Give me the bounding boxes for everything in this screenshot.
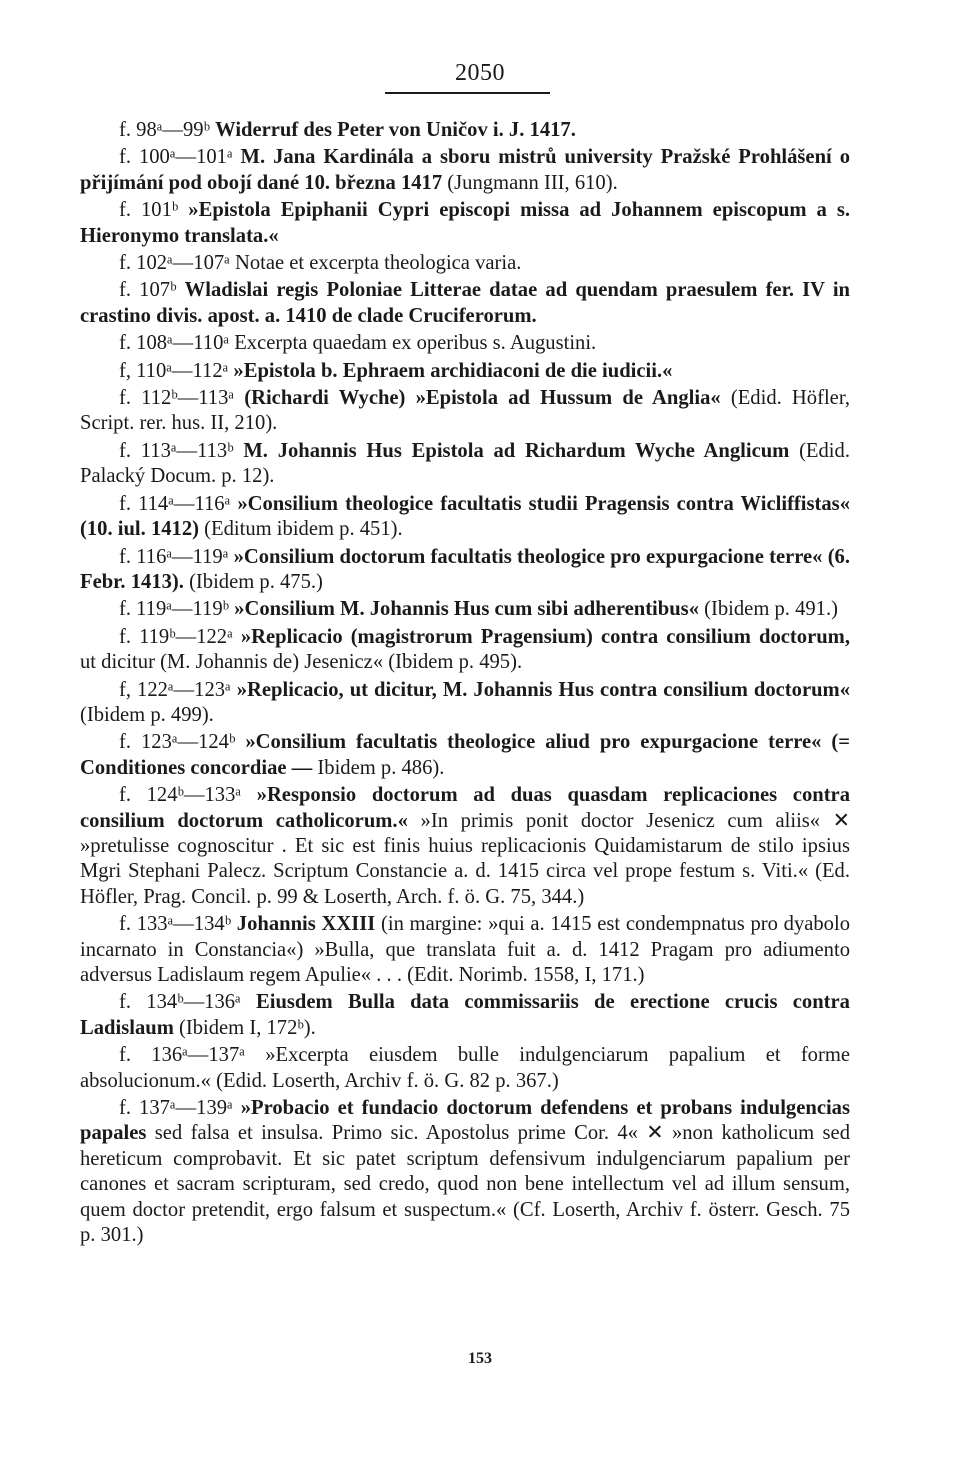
entry-note: »Excerpta eiusdem bulle indulgenciarum papalium et forme absolucionum.« (Edid. Loserth, Archiv f. ö. G. 82 p. 367.) bbox=[80, 1044, 850, 1092]
entry-title: »Probacio et fundacio doctorum defendens et probans indulgencias papales bbox=[80, 1097, 850, 1145]
folio-reference: f. 134ᵇ—136ᵃ bbox=[119, 991, 241, 1014]
catalog-entry bbox=[80, 145, 850, 196]
catalog-entry bbox=[80, 1096, 850, 1248]
catalog-entry bbox=[80, 278, 850, 329]
entry-note: (Ibidem I, 172ᵇ). bbox=[179, 1016, 316, 1039]
catalog-entry bbox=[80, 359, 850, 384]
entry-note: (Edid. Höfler, Script. rer. hus. II, 210). bbox=[80, 387, 851, 435]
catalog-entry bbox=[80, 1043, 850, 1094]
entry-title: »Consilium facultatis theologice aliud pro expurgacione terre« (= Conditiones concordiae — bbox=[80, 731, 850, 779]
entry-title: Eiusdem Bulla data commissariis de erectione crucis contra Ladislaum bbox=[80, 991, 850, 1039]
catalog-entry bbox=[80, 386, 850, 437]
entry-note: Excerpta quaedam ex operibus s. Augustini. bbox=[234, 332, 597, 355]
folio-reference: f. 136ᵃ—137ᵃ bbox=[119, 1044, 245, 1067]
entry-note: sed falsa et insulsa. Primo sic. Apostolus prime Cor. 4« ✕ »non katholicum sed hereticum comprobavit. Et sic patet scriptum defensivum indulgenciarum papalium per canones et sacram scripturam, sed credo, quod non bene intellectum vel ad illum sensum, quem doctor pretendit, ergo falsum et suspectum.« (Cf. Loserth, Archiv f. österr. Gesch. 75 p. 301.) bbox=[80, 1122, 850, 1247]
catalog-entry bbox=[80, 492, 850, 543]
entry-title: (Richardi Wyche) »Epistola ad Hussum de Anglia« bbox=[244, 387, 721, 410]
folio-reference: f. 112ᵇ—113ᵃ bbox=[119, 387, 235, 410]
catalog-entry bbox=[80, 625, 850, 676]
entry-title: »Responsio doctorum ad duas quasdam replicaciones contra consilium doctorum catholicorum.« bbox=[80, 784, 850, 832]
entry-title: Johannis XXIII bbox=[236, 913, 376, 936]
entry-note: Ibidem p. 486). bbox=[317, 756, 445, 779]
catalog-entry bbox=[80, 990, 850, 1041]
catalog-entry bbox=[80, 439, 850, 490]
folio-reference: f. 100ᵃ—101ᵃ bbox=[119, 146, 233, 169]
catalog-entry bbox=[80, 545, 850, 596]
entry-title: »Replicacio, ut dicitur, M. Johannis Hus contra consilium doctorum« bbox=[236, 678, 850, 701]
catalog-entry bbox=[80, 678, 850, 729]
folio-reference: f. 108ᵃ—110ᵃ bbox=[119, 332, 230, 355]
entry-note: (Ibidem p. 499). bbox=[80, 703, 214, 726]
catalog-entry bbox=[80, 730, 850, 781]
entry-title: M. Jana Kardinála a sboru mistrů university Pražské Prohlášení o přijímání pod obojí dané 10. března 1417 bbox=[80, 146, 850, 194]
folio-reference: f. 98ᵃ—99ᵇ bbox=[119, 119, 210, 141]
entry-note: Notae et excerpta theologica varia. bbox=[234, 252, 522, 275]
folio-reference: f. 119ᵇ—122ᵃ bbox=[119, 625, 233, 648]
entry-note: (Editum ibidem p. 451). bbox=[204, 518, 403, 541]
catalog-entries bbox=[80, 118, 850, 1250]
folio-reference: f. 119ᵃ—119ᵇ bbox=[119, 598, 230, 621]
folio-reference: f. 113ᵃ—113ᵇ bbox=[119, 439, 234, 462]
folio-reference: f. 114ᵃ—116ᵃ bbox=[119, 492, 231, 515]
entry-title: »Epistola b. Ephraem archidiaconi de die iudicii.« bbox=[233, 359, 673, 382]
entry-title: »Replicacio (magistrorum Pragensium) contra consilium doctorum, bbox=[240, 625, 850, 648]
catalog-entry bbox=[80, 597, 850, 622]
entry-title: M. Johannis Hus Epistola ad Richardum Wyche Anglicum bbox=[243, 439, 790, 462]
folio-reference: f. 116ᵃ—119ᵃ bbox=[119, 545, 229, 568]
entry-title: »Consilium doctorum facultatis theologice pro expurgacione terre« (6. Febr. 1413). bbox=[80, 545, 850, 593]
catalog-entry bbox=[80, 198, 850, 249]
catalog-entry bbox=[80, 912, 850, 988]
entry-note: (Ibidem p. 491.) bbox=[704, 598, 838, 621]
entry-note: (Edid. Palacký Docum. p. 12). bbox=[80, 439, 850, 488]
folio-reference: f. 137ᵃ—139ᵃ bbox=[119, 1097, 233, 1120]
page-number-bottom: 153 bbox=[468, 1350, 492, 1367]
catalog-entry bbox=[80, 783, 850, 910]
folio-reference: f. 133ᵃ—134ᵇ bbox=[119, 913, 232, 936]
catalog-entry bbox=[80, 331, 850, 356]
entry-title: Wladislai regis Poloniae Litterae datae ad quendam praesulem fer. IV in crastino divis. apost. a. 1410 de clade Cruciferorum. bbox=[80, 279, 851, 327]
catalog-entry bbox=[80, 118, 850, 143]
folio-reference: f, 122ᵃ—123ᵃ bbox=[119, 678, 231, 701]
entry-note: »In primis ponit doctor Jesenicz cum aliis« ✕ »pretulisse cognoscitur . Et sic est finis huius replicacionis Quidamistarum de stilo ipsius Mgri Stephani Palecz. Scriptum Constancie a. d. 1415 circa vel prope festum s. Viti.« (Ed. Höfler, Prag. Concil. p. 99 & Loserth, Arch. f. ö. G. 75, 344.) bbox=[80, 809, 851, 908]
folio-reference: f, 110ᵃ—112ᵃ bbox=[119, 359, 229, 382]
entry-title: Widerruf des Peter von Uničov i. J. 1417. bbox=[215, 119, 576, 141]
folio-reference: f. 124ᵇ—133ᵃ bbox=[119, 784, 242, 807]
entry-title: »Consilium M. Johannis Hus cum sibi adherentibus« bbox=[234, 598, 699, 621]
entry-note: (Ibidem p. 475.) bbox=[189, 570, 323, 593]
page-number-top: 2050 bbox=[455, 60, 505, 86]
folio-reference: f. 107ᵇ bbox=[119, 279, 177, 302]
folio-reference: f. 123ᵃ—124ᵇ bbox=[119, 731, 236, 754]
folio-reference: f. 102ᵃ—107ᵃ bbox=[119, 252, 230, 275]
entry-note: (Jungmann III, 610). bbox=[447, 171, 618, 194]
entry-note: ut dicitur (M. Johannis de) Jesenicz« (Ibidem p. 495). bbox=[80, 651, 523, 674]
entry-title: »Epistola Epiphanii Cypri episcopi missa ad Johannem episcopum a s. Hieronymo translata.« bbox=[80, 199, 850, 247]
catalog-entry bbox=[80, 251, 850, 276]
entry-title: »Consilium theologice facultatis studii Pragensis contra Wicliffistas« (10. iul. 1412) bbox=[80, 492, 850, 541]
folio-reference: f. 101ᵇ bbox=[119, 199, 179, 222]
entry-note: (in margine: »qui a. 1415 est condempnatus pro dyabolo incarnato in Constancia«) »Bulla, que translata fuit a. d. 1412 Pragam pro adiumento adversus Ladislaum regem Apulie« . . . (Edit. Norimb. 1558, I, 171.) bbox=[80, 913, 850, 986]
header-rule bbox=[385, 92, 550, 94]
